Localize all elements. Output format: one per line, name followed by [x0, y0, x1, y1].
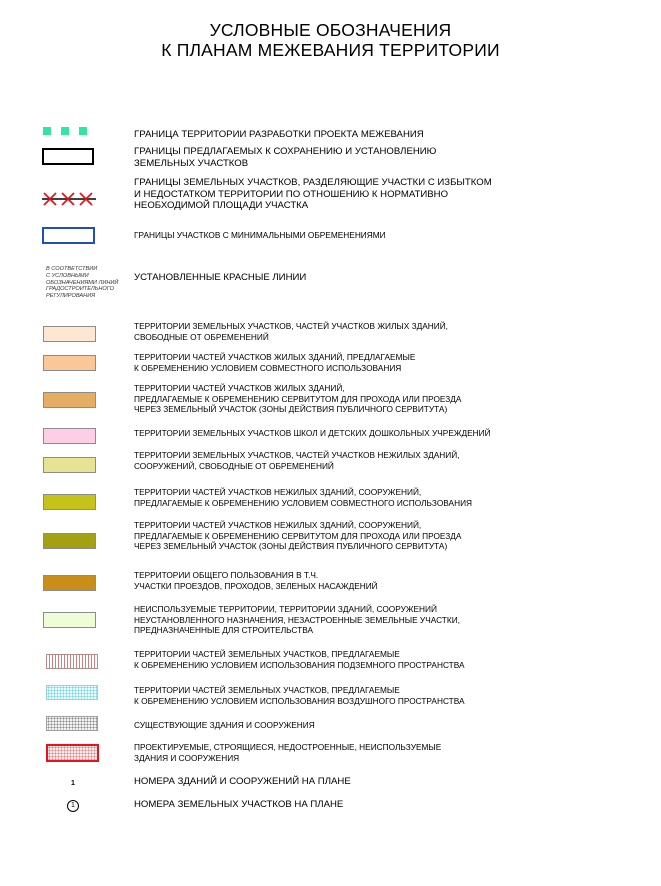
- legend-label-line: УЧАСТКИ ПРОЕЗДОВ, ПРОХОДОВ, ЗЕЛЕНЫХ НАСАЖДЕНИЙ: [134, 580, 378, 591]
- title-line-2: К ПЛАНАМ МЕЖЕВАНИЯ ТЕРРИТОРИИ: [161, 40, 500, 60]
- dotted-cyan-swatch: [46, 685, 98, 700]
- legend-label: [134, 352, 415, 373]
- legend-label: [134, 649, 465, 670]
- note-line: ОБОЗНАЧЕНИЯМИ ЛИНИЙ: [46, 279, 119, 286]
- color-swatch: [43, 326, 96, 342]
- legend-label-line: НЕОБХОДИМОЙ ПЛОЩАДИ УЧАСТКА: [134, 200, 309, 212]
- legend-label-line: ЗЕМЕЛЬНЫХ УЧАСТКОВ: [134, 157, 249, 169]
- legend-label-line: ТЕРРИТОРИИ ЧАСТЕЙ УЧАСТКОВ НЕЖИЛЫХ ЗДАНИЙ, СООРУЖЕНИЙ,: [134, 487, 422, 497]
- dotted-gray-swatch: [46, 716, 98, 731]
- legend-label: [134, 742, 441, 763]
- red-cross-line-icon: [42, 190, 96, 208]
- legend-label-line: ПРЕДНАЗНАЧЕННЫЕ ДЛЯ СТРОИТЕЛЬСТВА: [134, 625, 314, 636]
- note-line: ГРАДОСТРОИТЕЛЬНОГО: [46, 286, 114, 293]
- legend-label: [134, 450, 459, 471]
- legend-label: [134, 383, 461, 415]
- legend-label-line: НЕУСТАНОВЛЕННОГО НАЗНАЧЕНИЯ, НЕЗАСТРОЕННЫЕ ЗЕМЕЛЬНЫЕ УЧАСТКИ,: [134, 614, 460, 625]
- hatched-swatch: [46, 654, 98, 669]
- legend-label: [134, 321, 448, 342]
- green-dash: [79, 127, 87, 135]
- red-cross-line-svg: [42, 190, 96, 208]
- legend-label-line: ТЕРРИТОРИИ ЗЕМЕЛЬНЫХ УЧАСТКОВ ШКОЛ И ДЕТСКИХ ДОШКОЛЬНЫХ УЧРЕЖДЕНИЙ: [134, 428, 491, 438]
- legend-label-line: К ОБРЕМЕНЕНИЮ УСЛОВИЕМ ИСПОЛЬЗОВАНИЯ ВОЗДУШНОГО ПРОСТРАНСТВА: [134, 695, 465, 706]
- dotted-red-outline-swatch: [46, 744, 99, 762]
- legend-label-line: ГРАНИЦЫ ПРЕДЛАГАЕМЫХ К СОХРАНЕНИЮ И УСТАНОВЛЕНИЮ: [134, 146, 437, 157]
- legend-label: [134, 129, 424, 141]
- legend-label-line: И НЕДОСТАТКОМ ТЕРРИТОРИИ ПО ОТНОШЕНИЮ К НОРМАТИВНО: [134, 188, 449, 200]
- legend-label-line: ТЕРРИТОРИИ ЧАСТЕЙ ЗЕМЕЛЬНЫХ УЧАСТКОВ, ПРЕДЛАГАЕМЫЕ: [134, 685, 400, 695]
- color-swatch: [43, 575, 96, 591]
- blue-outline-swatch: [42, 227, 95, 244]
- green-dash: [61, 127, 69, 135]
- color-swatch: [43, 392, 96, 408]
- legend-label-line: ТЕРРИТОРИИ ЧАСТЕЙ ЗЕМЕЛЬНЫХ УЧАСТКОВ, ПРЕДЛАГАЕМЫЕ: [134, 649, 400, 659]
- legend-label-line: ЗДАНИЯ И СООРУЖЕНИЯ: [134, 752, 240, 763]
- legend-label-line: НОМЕРА ЗДАНИЙ И СООРУЖЕНИЙ НА ПЛАНЕ: [134, 776, 351, 787]
- legend-label-line: СООРУЖЕНИЙ, СВОБОДНЫЕ ОТ ОБРЕМЕНЕНИЙ: [134, 460, 334, 471]
- color-swatch: [43, 533, 96, 549]
- legend-label: [134, 428, 491, 439]
- legend-label: [134, 570, 378, 591]
- legend-label-line: ТЕРРИТОРИИ ЧАСТЕЙ УЧАСТКОВ НЕЖИЛЫХ ЗДАНИЙ, СООРУЖЕНИЙ,: [134, 520, 422, 530]
- color-swatch: [43, 355, 96, 371]
- note-line: РЕГУЛИРОВАНИЯ: [46, 293, 96, 300]
- circled-plot-number-symbol: 1: [67, 800, 79, 812]
- red-lines-note: [46, 266, 118, 300]
- legend-label-line: ЧЕРЕЗ ЗЕМЕЛЬНЫЙ УЧАСТОК (ЗОНЫ ДЕЙСТВИЯ ПУБЛИЧНОГО СЕРВИТУТА): [134, 541, 448, 552]
- legend-label-line: СВОБОДНЫЕ ОТ ОБРЕМЕНЕНИЙ: [134, 331, 269, 342]
- green-dashed-boundary-icon: [43, 127, 87, 136]
- legend-label: [134, 146, 436, 169]
- legend-label-line: ГРАНИЦЫ УЧАСТКОВ С МИНИМАЛЬНЫМИ ОБРЕМЕНЕНИЯМИ: [134, 230, 386, 240]
- legend-label-line: ПРЕДЛАГАЕМЫЕ К ОБРЕМЕНЕНИЮ СЕРВИТУТОМ ДЛЯ ПРОХОДА ИЛИ ПРОЕЗДА: [134, 393, 462, 404]
- legend-label-line: ГРАНИЦА ТЕРРИТОРИИ РАЗРАБОТКИ ПРОЕКТА МЕЖЕВАНИЯ: [134, 129, 424, 140]
- legend-label-line: ТЕРРИТОРИИ ОБЩЕГО ПОЛЬЗОВАНИЯ В Т.Ч.: [134, 570, 319, 580]
- legend-label-line: ТЕРРИТОРИИ ЗЕМЕЛЬНЫХ УЧАСТКОВ, ЧАСТЕЙ УЧАСТКОВ ЖИЛЫХ ЗДАНИЙ,: [134, 321, 448, 331]
- legend-label-line: К ОБРЕМЕНЕНИЮ УСЛОВИЕМ ИСПОЛЬЗОВАНИЯ ПОДЗЕМНОГО ПРОСТРАНСТВА: [134, 659, 465, 670]
- legend-label-line: УСТАНОВЛЕННЫЕ КРАСНЫЕ ЛИНИИ: [134, 272, 307, 283]
- legend-label: [134, 487, 472, 508]
- legend-label: [134, 272, 306, 284]
- color-swatch: [43, 612, 96, 628]
- title-line-1: УСЛОВНЫЕ ОБОЗНАЧЕНИЯ: [209, 20, 452, 40]
- legend-label: [134, 799, 343, 811]
- legend-label-line: ЧЕРЕЗ ЗЕМЕЛЬНЫЙ УЧАСТОК (ЗОНЫ ДЕЙСТВИЯ ПУБЛИЧНОГО СЕРВИТУТА): [134, 404, 448, 415]
- black-outline-swatch: [42, 148, 94, 165]
- color-swatch: [43, 428, 96, 444]
- legend-label-line: ПРЕДЛАГАЕМЫЕ К ОБРЕМЕНЕНИЮ СЕРВИТУТОМ ДЛЯ ПРОХОДА ИЛИ ПРОЕЗДА: [134, 530, 462, 541]
- legend-label: [134, 520, 461, 552]
- legend-label-line: ГРАНИЦЫ ЗЕМЕЛЬНЫХ УЧАСТКОВ, РАЗДЕЛЯЮЩИЕ УЧАСТКИ С ИЗБЫТКОМ: [134, 177, 492, 188]
- color-swatch: [43, 457, 96, 473]
- building-number-symbol: 1: [71, 780, 75, 787]
- legend-label: [134, 720, 315, 731]
- note-line: С УСЛОВНЫМИ: [46, 272, 89, 279]
- legend-label: [134, 776, 351, 788]
- legend-label-line: ТЕРРИТОРИИ ЗЕМЕЛЬНЫХ УЧАСТКОВ, ЧАСТЕЙ УЧАСТКОВ НЕЖИЛЫХ ЗДАНИЙ,: [134, 450, 460, 460]
- legend-label: [134, 685, 465, 706]
- color-swatch: [43, 494, 96, 510]
- legend-label-line: ТЕРРИТОРИИ ЧАСТЕЙ УЧАСТКОВ ЖИЛЫХ ЗДАНИЙ, ПРЕДЛАГАЕМЫЕ: [134, 352, 416, 362]
- note-line: В СООТВЕТСТВИИ: [46, 266, 98, 272]
- legend-label-line: ПРЕДЛАГАЕМЫЕ К ОБРЕМЕНЕНИЮ УСЛОВИЕМ СОВМЕСТНОГО ИСПОЛЬЗОВАНИЯ: [134, 497, 473, 508]
- legend-label: [134, 230, 386, 241]
- legend-label-line: НОМЕРА ЗЕМЕЛЬНЫХ УЧАСТКОВ НА ПЛАНЕ: [134, 799, 344, 810]
- legend-label-line: НЕИСПОЛЬЗУЕМЫЕ ТЕРРИТОРИИ, ТЕРРИТОРИИ ЗДАНИЙ, СООРУЖЕНИЙ: [134, 604, 437, 614]
- legend-label-line: СУЩЕСТВУЮЩИЕ ЗДАНИЯ И СООРУЖЕНИЯ: [134, 720, 315, 730]
- legend-label: [134, 604, 460, 636]
- legend-label-line: К ОБРЕМЕНЕНИЮ УСЛОВИЕМ СОВМЕСТНОГО ИСПОЛЬЗОВАНИЯ: [134, 362, 402, 373]
- legend-label: [134, 177, 492, 212]
- green-dash: [43, 127, 51, 135]
- legend-label-line: ПРОЕКТИРУЕМЫЕ, СТРОЯЩИЕСЯ, НЕДОСТРОЕННЫЕ, НЕИСПОЛЬЗУЕМЫЕ: [134, 742, 442, 752]
- legend-label-line: ТЕРРИТОРИИ ЧАСТЕЙ УЧАСТКОВ ЖИЛЫХ ЗДАНИЙ,: [134, 383, 345, 393]
